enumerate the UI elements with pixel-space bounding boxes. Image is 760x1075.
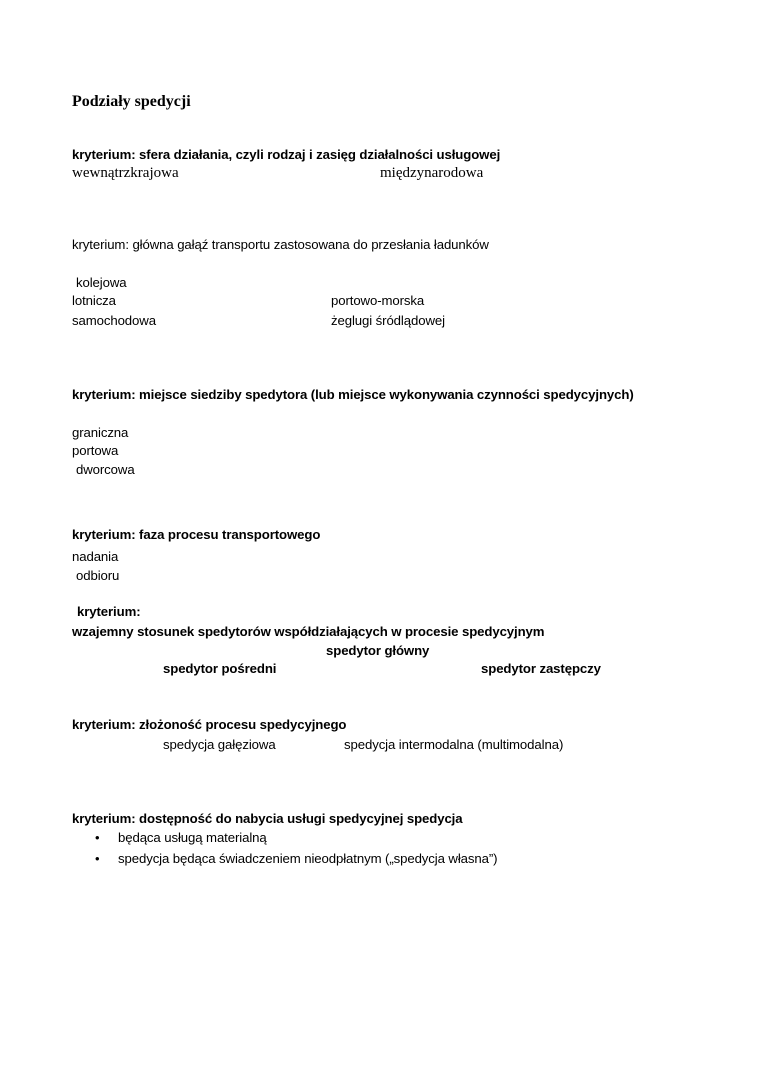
document-title: Podziały spedycji (72, 93, 191, 110)
criterion-location-heading: kryterium: miejsce siedziby spedytora (lub miejsce wykonywania czynności spedycyjnych) (72, 387, 634, 402)
receipt-phase: odbioru (76, 568, 120, 583)
bullet-icon: • (95, 851, 100, 866)
bullet-item-material-service: będąca usługą materialną (118, 830, 267, 845)
criterion-relationship-heading: wzajemny stosunek spedytorów współdziałających w procesie spedycyjnym (72, 624, 545, 639)
rail-forwarding: kolejowa (76, 275, 127, 290)
criterion-availability-heading: kryterium: dostępność do nabycia usługi spedycyjnej spedycja (72, 811, 463, 826)
criterion-scope-heading: kryterium: sfera działania, czyli rodzaj i zasięg działalności usługowej (72, 147, 501, 162)
substitute-forwarder: spedytor zastępczy (481, 661, 601, 676)
domestic-forwarding: wewnątrzkrajowa (72, 165, 179, 181)
border-forwarding: graniczna (72, 425, 129, 440)
dispatch-phase: nadania (72, 549, 119, 564)
inland-waterway-forwarding: żeglugi śródlądowej (331, 313, 445, 328)
international-forwarding: międzynarodowa (380, 165, 484, 181)
air-forwarding: lotnicza (72, 293, 116, 308)
port-sea-forwarding: portowo-morska (331, 293, 425, 308)
port-forwarding: portowa (72, 443, 119, 458)
intermediate-forwarder: spedytor pośredni (163, 661, 277, 676)
criterion-complexity-heading: kryterium: złożoność procesu spedycyjnego (72, 717, 347, 732)
road-forwarding: samochodowa (72, 313, 156, 328)
branch-forwarding: spedycja gałęziowa (163, 737, 276, 752)
criterion-transport-branch-heading: kryterium: główna gałąź transportu zastosowana do przesłania ładunków (72, 237, 489, 252)
bullet-item-own-forwarding: spedycja będąca świadczeniem nieodpłatnym („spedycja własna”) (118, 851, 498, 866)
intermodal-forwarding: spedycja intermodalna (multimodalna) (344, 737, 564, 752)
bullet-icon: • (95, 830, 100, 845)
station-forwarding: dworcowa (76, 462, 135, 477)
criterion-transport-phase-heading: kryterium: faza procesu transportowego (72, 527, 321, 542)
criterion-relationship-label: kryterium: (77, 604, 141, 619)
main-forwarder: spedytor główny (326, 643, 430, 658)
